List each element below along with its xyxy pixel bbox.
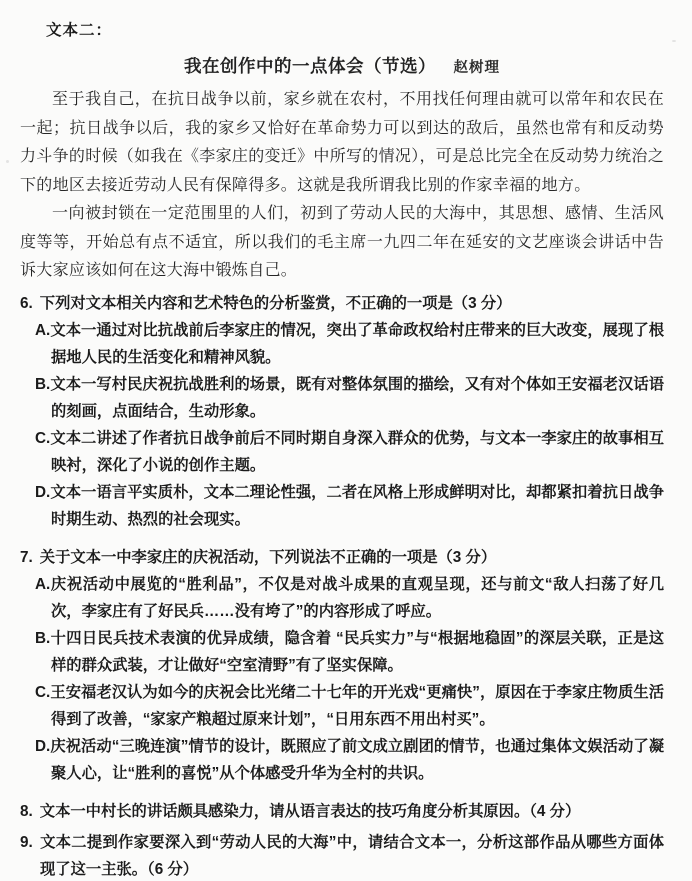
question-7-stem-text: 关于文本一中李家庄的庆祝活动，下列说法不正确的一项是（3 分） (39, 548, 497, 566)
question-9-stem-text: 文本二提到作家要深入到“劳动人民的大海”中，请结合文本一，分析这部作品从哪些方面体现了这一主张。（6 分） (39, 833, 664, 878)
essay-paragraph-1: 至于我自己，在抗日战争以前，家乡就在农村，不用找任何理由就可以常年和农民在一起；抗日战争以后，我的家乡又恰好在革命势力可以到达的敌后，虽然也常有和反动势力斗争的时候（如我在《李家庄的变迁》中所写的情况），可是总比完全在反动势力统治之下的地区去接近劳动人民有保障得多。这就是我所谓我比别的作家幸福的地方。 (20, 91, 665, 194)
question-6 (20, 290, 664, 533)
question-7-option-b (35, 625, 664, 679)
option-label: D. (35, 737, 51, 755)
question-8 (20, 798, 664, 825)
essay-author: 赵树理 (453, 60, 500, 76)
question-7-option-a (35, 571, 664, 625)
option-label: B. (35, 375, 51, 393)
question-7 (20, 544, 664, 787)
question-9 (20, 829, 664, 881)
question-6-option-c (35, 425, 664, 479)
option-label: C. (35, 683, 51, 701)
question-6-stem (20, 290, 664, 317)
option-text: 文本一语言平实质朴，文本二理论性强，二者在风格上形成鲜明对比，却都紧扣着抗日战争时期生动、热烈的社会现实。 (50, 483, 664, 528)
scan-speck (6, 160, 9, 163)
scan-speck (672, 40, 676, 42)
question-6-number: 6. (20, 294, 33, 312)
option-text: 王安福老汉认为如今的庆祝会比光绪二十七年的开光戏“更痛快”，原因在于李家庄物质生活得到了改善，“家家产粮超过原来计划”，“日用东西不用出村买”。 (50, 683, 664, 728)
option-label: D. (35, 483, 51, 501)
question-7-option-d (35, 733, 664, 787)
section-label: 文本二： (46, 22, 113, 39)
option-label: A. (35, 321, 51, 339)
question-6-stem-text: 下列对文本相关内容和艺术特色的分析鉴赏，不正确的一项是（3 分） (39, 294, 512, 312)
question-7-option-c (35, 679, 664, 733)
option-text: 庆祝活动“三晚连演”情节的设计，既照应了前文成立剧团的情节，也通过集体文娱活动了凝聚人心，让“胜利的喜悦”从个体感受升华为全村的共识。 (50, 737, 664, 782)
essay-title-row (20, 53, 664, 78)
option-text: 文本一通过对比抗战前后李家庄的情况，突出了革命政权给村庄带来的巨大改变，展现了根据地人民的生活变化和精神风貌。 (50, 321, 664, 366)
question-6-option-a (35, 317, 664, 371)
option-text: 文本一写村民庆祝抗战胜利的场景，既有对整体氛围的描绘，又有对个体如王安福老汉话语的刻画，点面结合，生动形象。 (50, 375, 664, 420)
question-6-option-d (35, 479, 664, 533)
option-label: A. (35, 575, 51, 593)
question-9-number: 9. (20, 833, 33, 851)
option-text: 庆祝活动中展览的“胜利品”，不仅是对战斗成果的直观呈现，还与前文“敌人扫荡了好几次，李家庄有了好民兵……没有垮了”的内容形成了呼应。 (50, 575, 664, 620)
question-7-number: 7. (20, 548, 33, 566)
question-8-stem-text: 文本一中村长的讲话颇具感染力，请从语言表达的技巧角度分析其原因。（4 分） (39, 802, 581, 820)
question-8-stem (20, 798, 664, 825)
question-7-stem (20, 544, 664, 571)
option-text: 十四日民兵技术表演的优异成绩，隐含着 “民兵实力”与“根据地稳固”的深层关联，正是这样的群众武装，才让做好“空室清野”有了坚实保障。 (50, 629, 664, 674)
option-label: B. (35, 629, 51, 647)
essay-paragraph-2: 一向被封锁在一定范围里的人们，初到了劳动人民的大海中，其思想、感情、生活风度等等，开始总有点不适宜，所以我们的毛主席一九四二年在延安的文艺座谈会讲话中告诉大家应该如何在这大海中锻炼自己。 (20, 205, 664, 279)
question-9-stem (20, 829, 664, 881)
question-8-number: 8. (20, 802, 33, 820)
question-6-option-b (35, 371, 664, 425)
essay-title: 我在创作中的一点体会（节选） (184, 56, 437, 76)
option-label: C. (35, 429, 51, 447)
option-text: 文本二讲述了作者抗日战争前后不同时期自身深入群众的优势，与文本一李家庄的故事相互映衬，深化了小说的创作主题。 (50, 429, 664, 474)
